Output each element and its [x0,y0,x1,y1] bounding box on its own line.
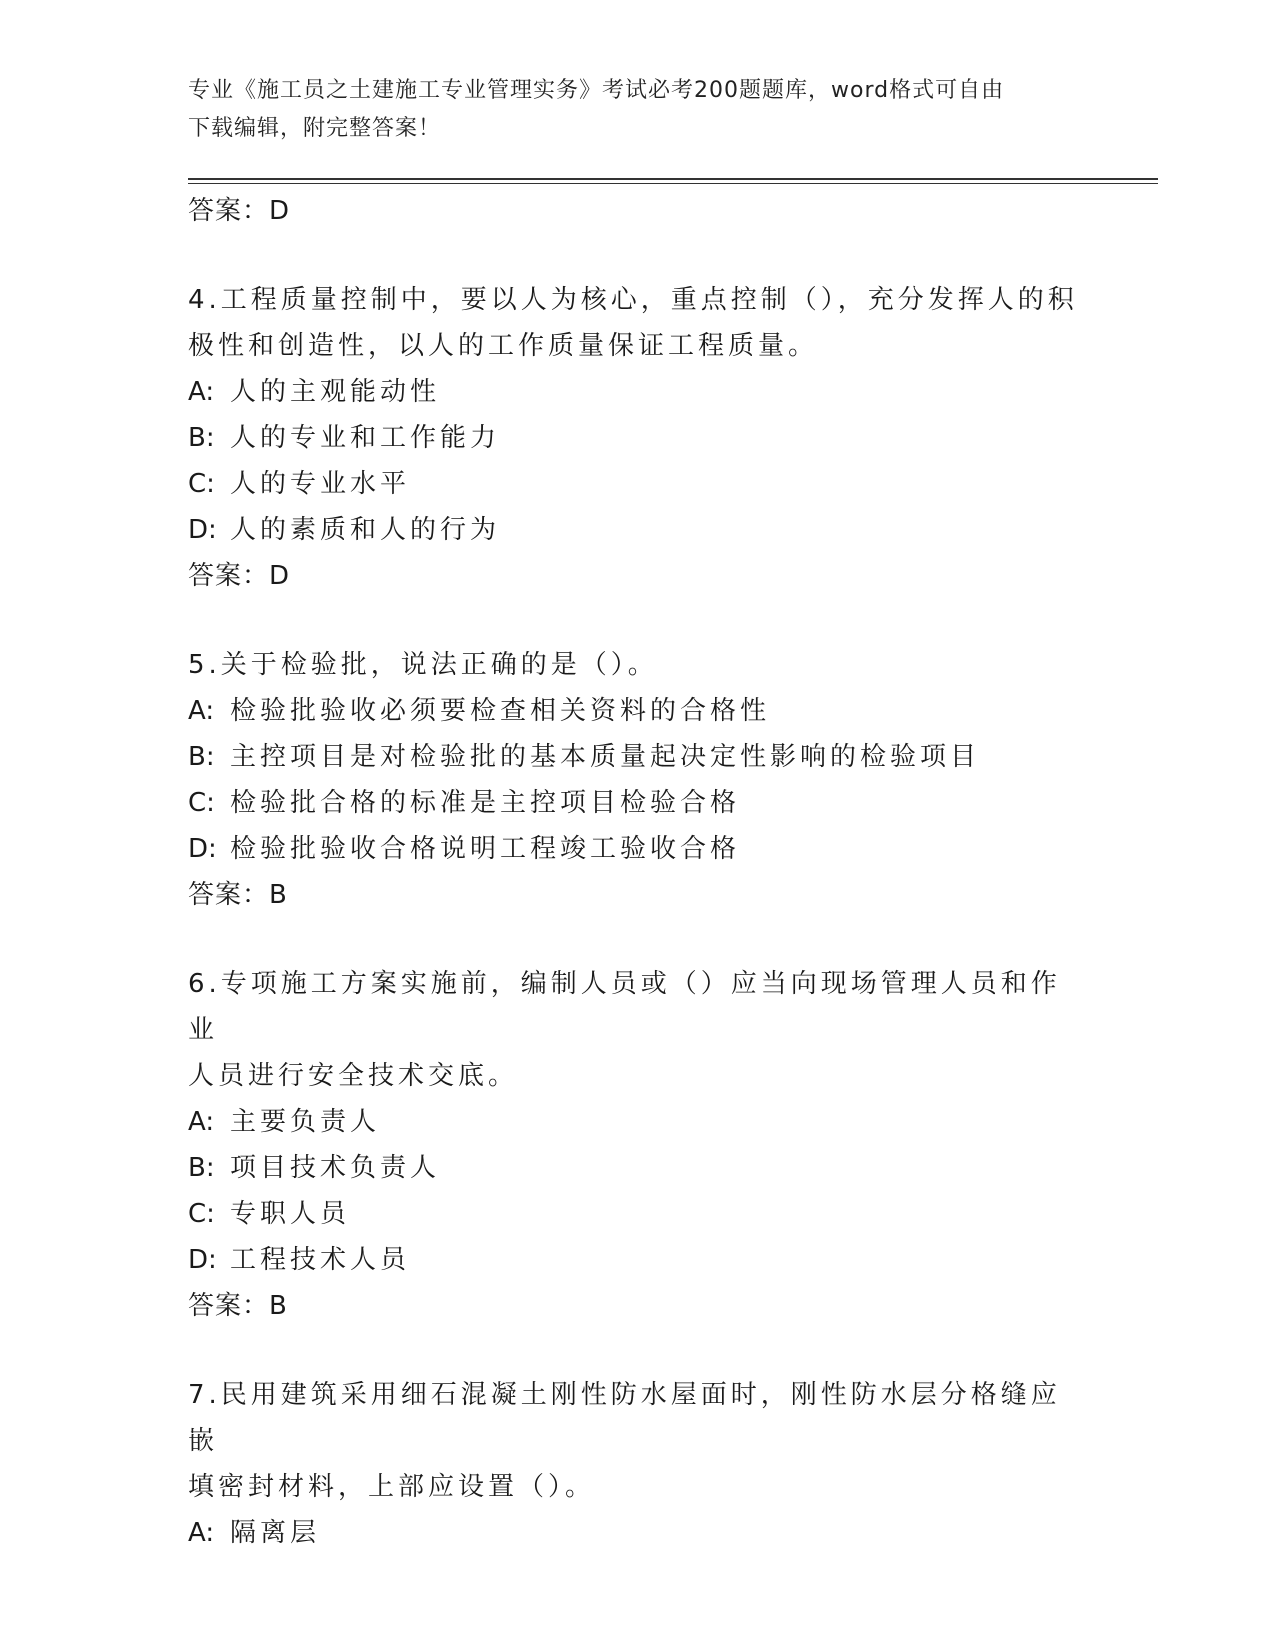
option-text: 主要负责人 [230,1107,381,1137]
question-stem [188,642,1088,688]
question-stem-line: 7.民用建筑采用细石混凝土刚性防水屋面时，刚性防水层分格缝应嵌 [188,1380,1061,1456]
question-stem-line: 4.工程质量控制中，要以人为核心，重点控制（），充分发挥人的积 [188,285,1078,315]
option-letter: A: [188,1107,215,1137]
option-text: 工程技术人员 [230,1245,411,1275]
option-letter: C: [188,469,215,499]
option-text: 人的专业和工作能力 [230,423,501,453]
question-list [188,188,1088,1556]
option-text: 检验批验收合格说明工程竣工验收合格 [230,834,741,864]
option-letter: A: [188,696,215,726]
answer-line: 答案：B [188,1291,288,1321]
option-b [188,415,1088,461]
question-stem-line: 人员进行安全技术交底。 [188,1061,519,1091]
option-text: 人的素质和人的行为 [230,515,501,545]
option-letter: B: [188,423,215,453]
answer-line: 答案：D [188,196,291,226]
option-d [188,1237,1088,1283]
option-text: 检验批验收必须要检查相关资料的合格性 [230,696,771,726]
question-block [188,961,1088,1329]
option-letter: A: [188,1518,215,1548]
option-a [188,1099,1088,1145]
option-d [188,507,1088,553]
header-rule-thin [188,183,1158,184]
question-stem-line: 填密封材料，上部应设置（）。 [188,1472,596,1502]
option-text: 项目技术负责人 [230,1153,441,1183]
option-b [188,734,1088,780]
question-block [188,277,1088,599]
option-text: 专职人员 [230,1199,351,1229]
option-text: 主控项目是对检验批的基本质量起决定性影响的检验项目 [230,742,981,772]
option-d [188,826,1088,872]
option-text: 人的专业水平 [230,469,411,499]
option-letter: C: [188,1199,215,1229]
question-stem [188,277,1088,369]
header-rule-thick [188,178,1158,180]
option-letter: B: [188,742,215,772]
option-text: 检验批合格的标准是主控项目检验合格 [230,788,741,818]
answer-line: 答案：D [188,561,291,591]
page-header [188,72,1068,148]
header-line-1: 专业《施工员之土建施工专业管理实务》考试必考200题题库，word格式可自由 [188,78,1005,103]
option-c [188,461,1088,507]
question-stem-line: 极性和创造性，以人的工作质量保证工程质量。 [188,331,819,361]
question-block [188,1372,1088,1556]
option-b [188,1145,1088,1191]
question-stem-line: 6.专项施工方案实施前，编制人员或（）应当向现场管理人员和作业 [188,969,1061,1045]
option-letter: D: [188,515,217,545]
option-letter: D: [188,834,217,864]
answer-line: 答案：B [188,880,288,910]
option-letter: D: [188,1245,217,1275]
question-stem-line: 5.关于检验批，说法正确的是（）。 [188,650,658,680]
option-c [188,780,1088,826]
question-stem [188,1372,1088,1510]
option-letter: C: [188,788,215,818]
header-line-2: 下载编辑，附完整答案！ [188,116,442,141]
option-a [188,1510,1088,1556]
option-text: 人的主观能动性 [230,377,441,407]
question-block [188,642,1088,918]
question-stem [188,961,1088,1099]
option-letter: B: [188,1153,215,1183]
option-c [188,1191,1088,1237]
option-text: 隔离层 [230,1518,321,1548]
option-a [188,688,1088,734]
option-letter: A: [188,377,215,407]
option-a [188,369,1088,415]
